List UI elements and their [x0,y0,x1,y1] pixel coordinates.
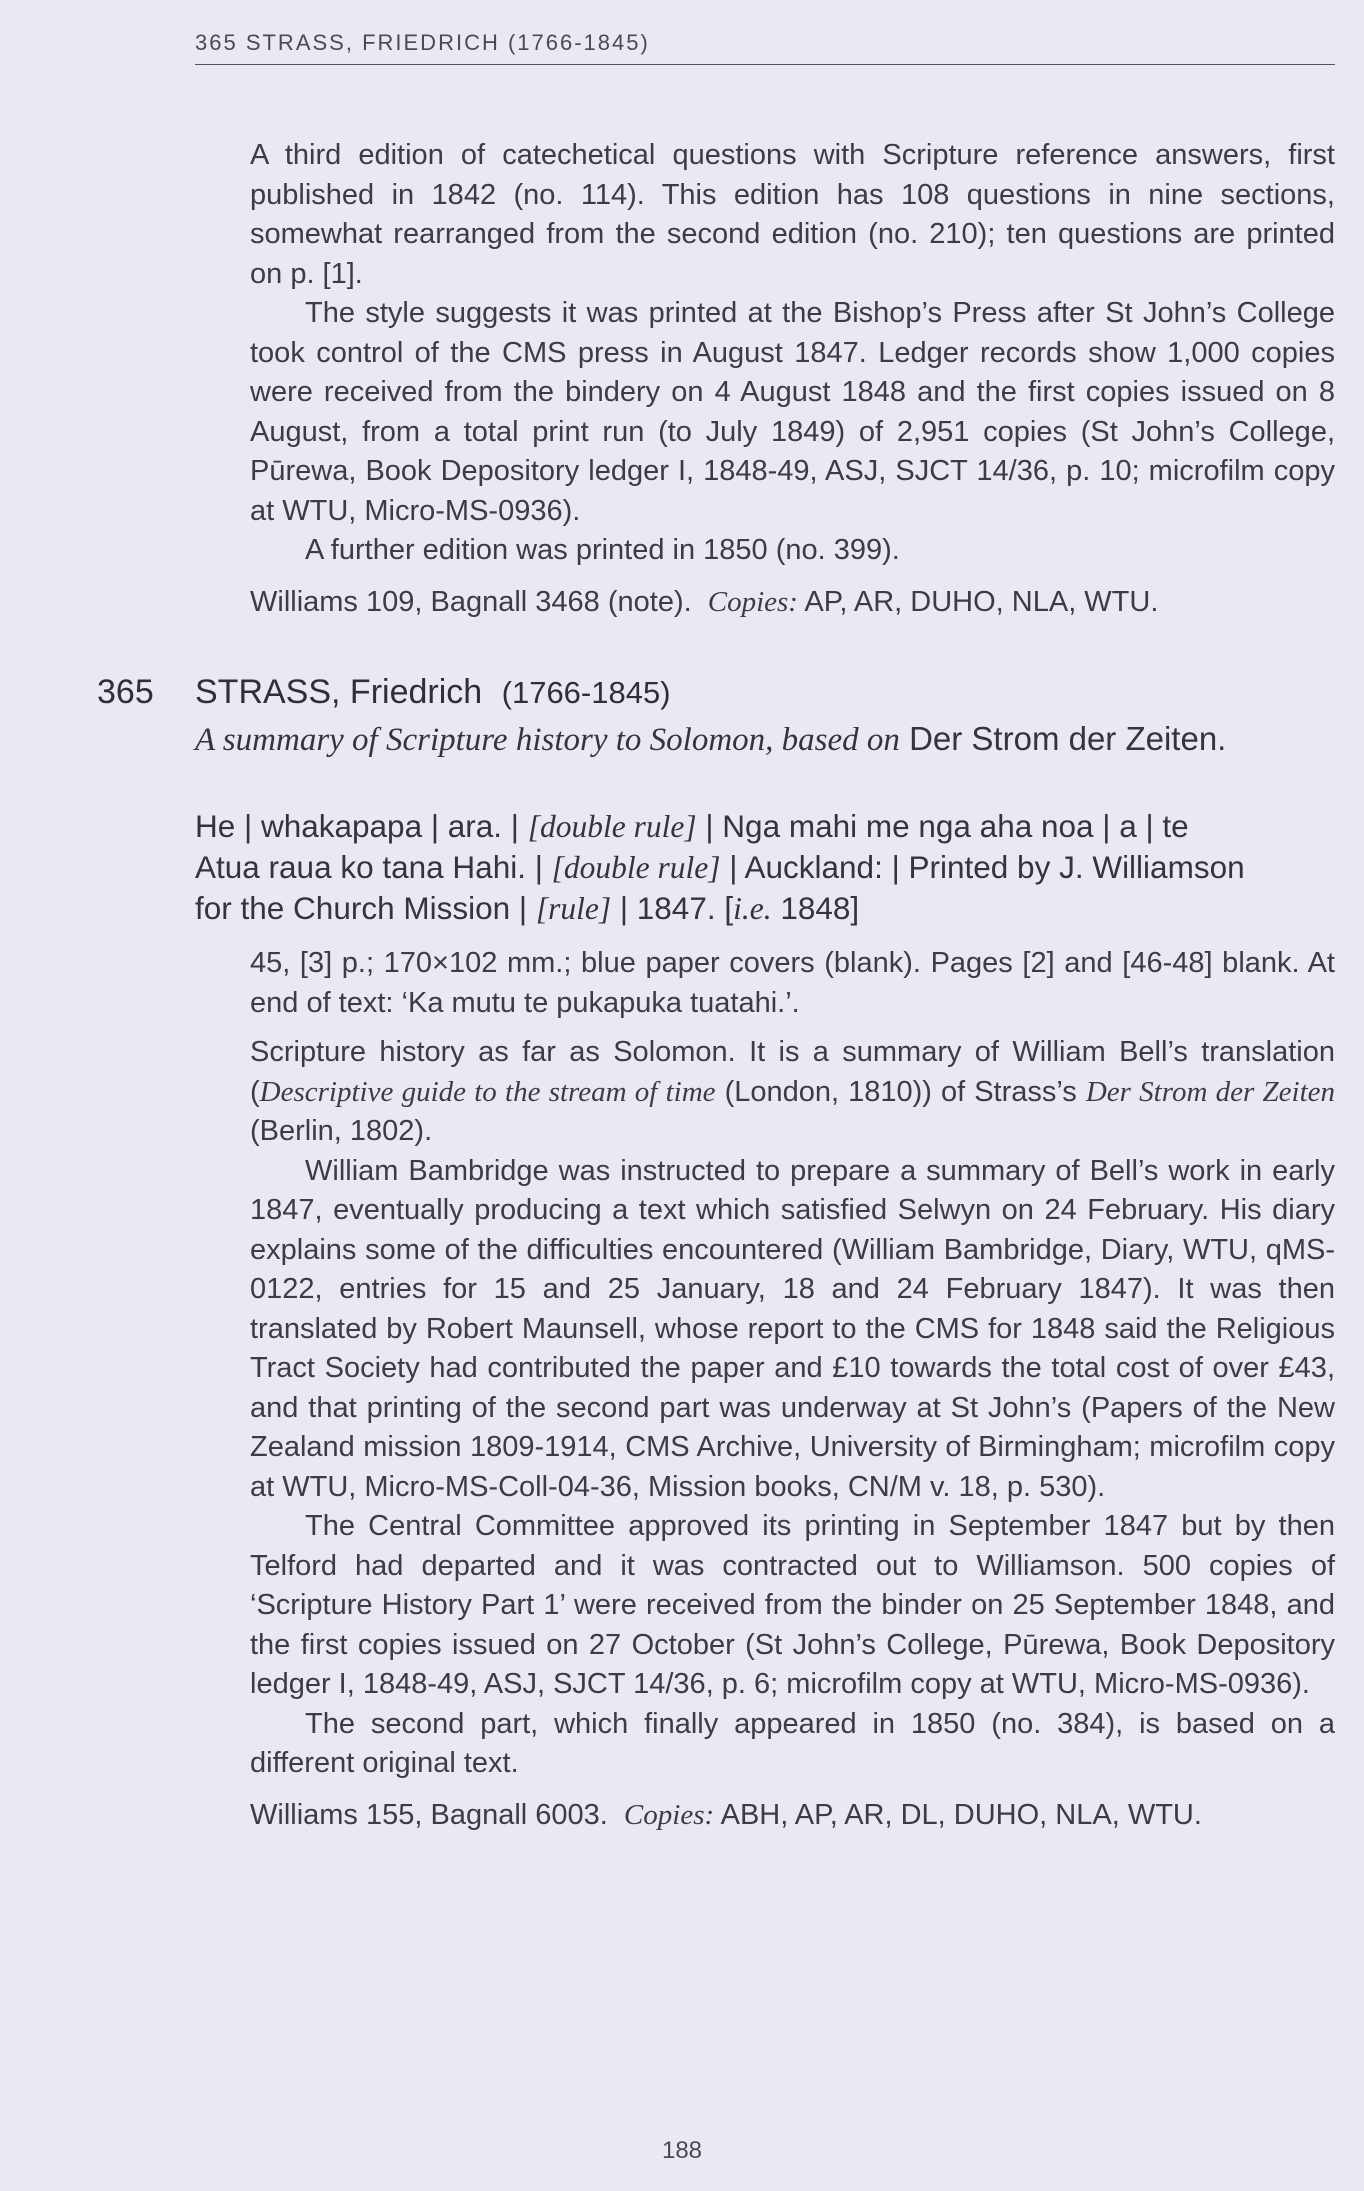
entry-notes [250,944,1335,1835]
entry-copies-label: Copies: [623,1798,715,1831]
prev-references [250,583,1335,623]
note-paragraph-1 [250,1033,1335,1152]
entry-refs: Williams 155, Bagnall 6003. [250,1798,608,1831]
note-1-a: Scripture history as far as Solomon. It is a summary of William Bell’s translation ( [250,1036,1335,1108]
imprint-double-rule-2: [double rule] [551,850,721,885]
entry-heading [97,670,1337,715]
imprint-ie: i.e. [733,891,772,926]
imprint-part-4: | 1847. [ [611,890,734,926]
entry-imprint [195,806,1250,929]
title-italic: A summary of Scripture history to Solomon, based on [195,722,900,758]
prev-paragraph-3: A further edition was printed in 1850 (no. 399). [305,534,900,566]
title-roman: Der Strom der Zeiten. [909,720,1227,757]
entry-author: STRASS, Friedrich [195,673,483,711]
page-number: 188 [661,2137,703,2164]
prev-paragraph-2: The style suggests it was printed at the Bishop’s Press after St John’s College took control of the CMS press in August 1847. Ledger records show 1,000 copies were received from the bindery on 4 August 1848 and the first copies issued on 8 August, from a total print run (to July 1849) of 2,951 copies (St John’s College, Pūrewa, Book Depository ledger I, 1848-49, ASJ, SJCT 14/36, p. 10; microfilm copy at WTU, Micro-MS-0936). [250,297,1335,527]
imprint-rule: [rule] [535,891,612,926]
previous-entry-continuation [250,136,1335,622]
entry-number: 365 [97,673,154,711]
prev-copies-label: Copies: [707,585,798,618]
imprint-part-2: | Nga mahi me nga aha noa | a | te Atua raua ko tana Hahi. | [195,808,1189,885]
note-1-e: (Berlin, 1802). [250,1115,433,1147]
imprint-part-1: He | whakapapa | ara. | [195,808,528,844]
prev-paragraph-1: A third edition of catechetical questions with Scripture reference answers, first published in 1842 (no. 114). This edition has 108 questions in nine sections, somewhat rearranged from the second edition (no. 210); ten questions are printed on p. [1]. [250,139,1335,290]
entry-title [195,718,1250,761]
note-paragraph-3: The Central Committee approved its printing in September 1847 but by then Telford had departed and it was contracted out to Williamson. 500 copies of ‘Scripture History Part 1’ were received from the binder on 25 September 1848, and the first copies issued on 27 October (St John’s College, Pūrewa, Book Depository ledger I, 1848-49, ASJ, SJCT 14/36, p. 6; microfilm copy at WTU, Micro-MS-0936). [250,1510,1335,1700]
note-paragraph-4: The second part, which finally appeared in 1850 (no. 384), is based on a different original text. [250,1707,1335,1779]
note-paragraph-2: William Bambridge was instructed to prepare a summary of Bell’s work in early 1847, eventually producing a text which satisfied Selwyn on 24 February. His diary explains some of the difficulties encountered (William Bambridge, Diary, WTU, qMS-0122, entries for 15 and 25 January, 18 and 24 February 1847). It was then translated by Robert Maunsell, whose report to the CMS for 1848 said the Religious Tract Society had contributed the paper and £10 towards the total cost of over £43, and that printing of the second part was underway at St John’s (Papers of the New Zealand mission 1809-1914, CMS Archive, University of Birmingham; microfilm copy at WTU, Micro-MS-Coll-04-36, Mission books, CN/M v. 18, p. 530). [250,1154,1335,1503]
collation: 45, [3] p.; 170×102 mm.; blue paper covers (blank). Pages [2] and [46-48] blank. At end of text: ‘Ka mutu te pukapuka tuatahi.’. [250,947,1335,1019]
note-1-c: (London, 1810)) of Strass’s [715,1075,1086,1108]
note-1-bell-title: Descriptive guide to the stream of time [259,1075,716,1108]
entry-references [250,1796,1335,1836]
prev-refs: Williams 109, Bagnall 3468 (note). [250,585,692,618]
entry-dates: (1766-1845) [501,675,671,710]
imprint-double-rule-1: [double rule] [527,809,697,844]
note-1-strass-title: Der Strom der Zeiten [1085,1075,1335,1108]
prev-copies: AP, AR, DUHO, NLA, WTU. [804,585,1159,618]
running-head: 365 STRASS, FRIEDRICH (1766-1845) [195,30,1335,65]
imprint-part-3: | Auckland: | Printed by J. Williamson for the Church Mission | [195,849,1245,926]
entry-copies: ABH, AP, AR, DL, DUHO, NLA, WTU. [720,1798,1202,1831]
imprint-part-5: 1848] [771,890,860,926]
